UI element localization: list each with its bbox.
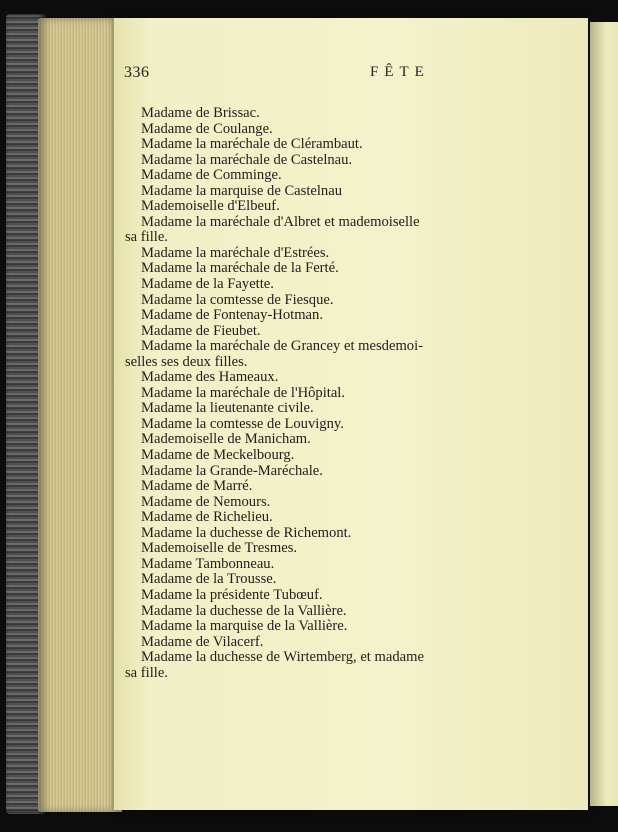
list-item: Madame la marquise de la Vallière. xyxy=(141,618,348,635)
list-item: Madame Tambonneau. xyxy=(141,555,275,572)
list-item: Madame la duchesse de Richemont. xyxy=(141,524,352,541)
list-item: Madame la duchesse de Wirtemberg, et madame xyxy=(141,649,424,666)
list-item: Madame la Grande-Maréchale. xyxy=(141,462,323,479)
list-item: Madame la comtesse de Fiesque. xyxy=(141,291,334,308)
list-item: Madame de Fontenay-Hotman. xyxy=(141,307,323,324)
list-item: Madame de Coulange. xyxy=(141,120,273,137)
list-item: Madame de Comminge. xyxy=(141,167,282,184)
page-edges xyxy=(38,18,122,812)
list-item: Madame de Marré. xyxy=(141,478,253,495)
list-item: Madame la marquise de Castelnau xyxy=(141,182,342,199)
list-item: Mademoiselle d'Elbeuf. xyxy=(141,198,280,215)
list-item: Madame de Nemours. xyxy=(141,493,271,510)
list-item: Madame de la Trousse. xyxy=(141,571,277,588)
list-item: Madame de Richelieu. xyxy=(141,509,273,526)
list-item: Madame la maréchale de l'Hôpital. xyxy=(141,384,346,401)
list-item-continuation: selles ses deux filles. xyxy=(125,353,248,370)
page-header xyxy=(124,64,464,86)
list-item: Madame de Vilacerf. xyxy=(141,633,264,650)
list-item: Mademoiselle de Tresmes. xyxy=(141,540,298,557)
list-item: Madame la présidente Tubœuf. xyxy=(141,586,323,603)
list-item: Madame la maréchale d'Estrées. xyxy=(141,244,330,261)
facing-page-edge xyxy=(590,22,618,806)
list-item-continuation: sa fille. xyxy=(125,664,168,681)
list-item: Madame de Brissac. xyxy=(141,105,260,121)
list-item: Madame la duchesse de la Vallière. xyxy=(141,602,347,619)
list-item: Madame la maréchale de Castelnau. xyxy=(141,151,353,168)
list-item: Madame la maréchale de la Ferté. xyxy=(141,260,339,277)
list-item: Madame la maréchale de Grancey et mesdemoi- xyxy=(141,338,424,355)
list-item: Madame la maréchale de Clérambaut. xyxy=(141,136,363,153)
list-item: Madame la maréchale d'Albret et mademoiselle xyxy=(141,213,420,230)
page-number: 336 xyxy=(124,64,150,81)
running-head: FÊTE xyxy=(370,64,430,80)
list-item: Madame des Hameaux. xyxy=(141,369,279,386)
list-item: Madame la comtesse de Louvigny. xyxy=(141,415,344,432)
list-item: Madame de la Fayette. xyxy=(141,276,274,293)
list-item: Madame de Fieubet. xyxy=(141,322,261,339)
guest-list xyxy=(125,106,451,681)
list-item-continuation: sa fille. xyxy=(125,229,168,246)
list-item: Madame la lieutenante civile. xyxy=(141,400,314,417)
list-item: Mademoiselle de Manicham. xyxy=(141,431,311,448)
list-item: Madame de Meckelbourg. xyxy=(141,447,295,464)
